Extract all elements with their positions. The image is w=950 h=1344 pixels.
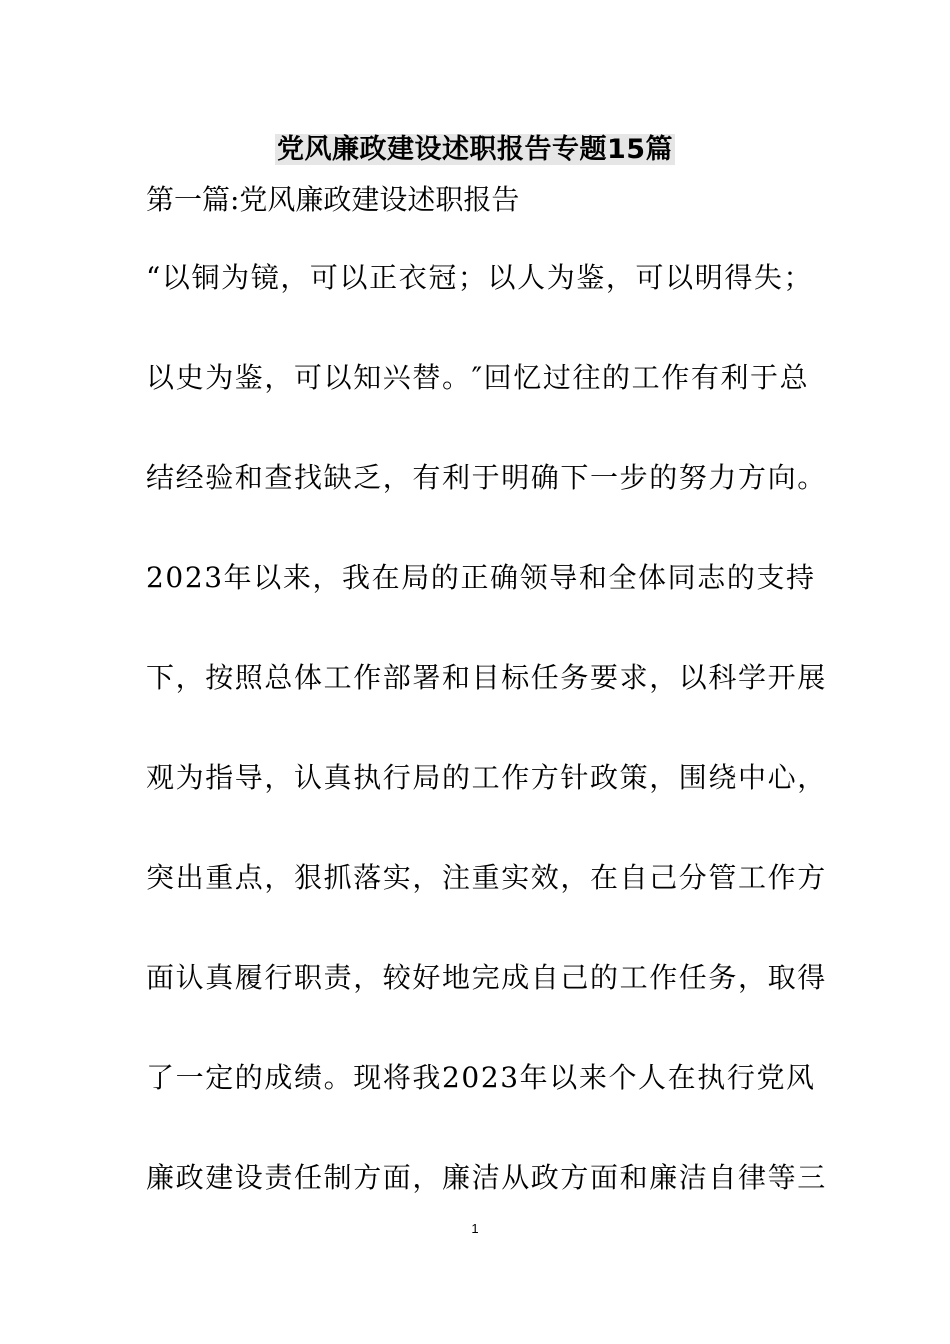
body-line: 突出重点，狠抓落实，注重实效，在自己分管工作方 xyxy=(146,861,827,894)
page-number: 1 xyxy=(471,1221,479,1236)
body-line: 廉政建设责任制方面，廉洁从政方面和廉洁自律等三 xyxy=(146,1161,827,1194)
body-line: 观为指导，认真执行局的工作方针政策，围绕中心， xyxy=(146,761,827,794)
document-title xyxy=(0,130,950,170)
body-line: “以铜为镜，可以正衣冠；以人为鉴，可以明得失； xyxy=(146,261,814,294)
body-line: 了一定的成绩。现将我2023年以来个人在执行党风 xyxy=(146,1061,816,1094)
body-line: 结经验和查找缺乏，有利于明确下一步的努力方向。 xyxy=(146,461,827,494)
document-title-text: 党风廉政建设述职报告专题15篇 xyxy=(276,134,674,165)
body-line: 下，按照总体工作部署和目标任务要求，以科学开展 xyxy=(146,661,827,694)
body-line: 2023年以来，我在局的正确领导和全体同志的支持 xyxy=(146,561,816,594)
body-line: 以史为鉴，可以知兴替。″回忆过往的工作有利于总 xyxy=(146,361,810,394)
body-line: 面认真履行职责，较好地完成自己的工作任务，取得 xyxy=(146,961,827,994)
section-heading: 第一篇:党风廉政建设述职报告 xyxy=(146,183,520,216)
